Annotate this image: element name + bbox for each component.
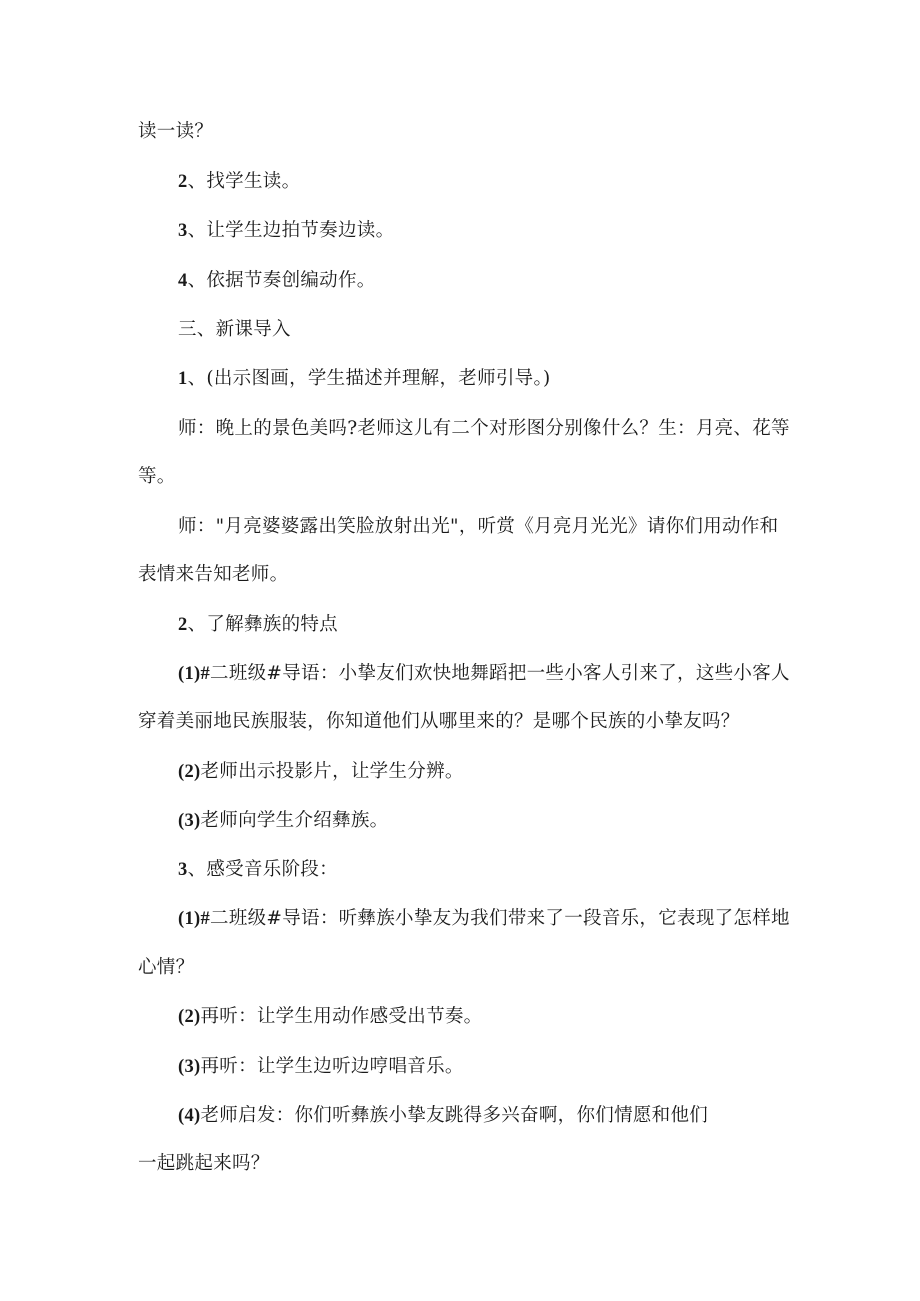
- text-line: [138, 711, 740, 733]
- line-text: 、(出示图画，学生描述并理解，老师引导。): [187, 368, 551, 389]
- section-heading: [178, 319, 291, 341]
- line-text: 表情来告知老师。: [138, 564, 289, 585]
- text-line: [178, 663, 790, 685]
- line-text: 二班级#导语：小挚友们欢快地舞蹈把一些小客人引来了，这些小客人: [210, 663, 790, 684]
- item-number: (3): [178, 811, 201, 831]
- text-line: [178, 1056, 464, 1078]
- text-line: [178, 859, 338, 881]
- line-text: 穿着美丽地民族服装，你知道他们从哪里来的？是哪个民族的小挚友吗？: [138, 711, 740, 732]
- item-number: 1: [178, 369, 188, 389]
- item-number: 3: [178, 221, 188, 241]
- text-line: [138, 1153, 270, 1175]
- text-line: [138, 466, 176, 488]
- line-text: 、感受音乐阶段：: [187, 859, 338, 880]
- text-line: [178, 368, 551, 390]
- item-number: (2): [178, 1007, 201, 1027]
- text-line: [138, 564, 288, 586]
- item-number: (4): [178, 1106, 201, 1126]
- line-text: 师：晚上的景色美吗?老师这儿有二个对形图分别像什么？生：月亮、花等: [178, 418, 790, 439]
- item-number: (1)#: [178, 909, 211, 929]
- line-text: 再听：让学生边听边哼唱音乐。: [200, 1056, 464, 1077]
- line-text: 三、新课导入: [178, 319, 291, 340]
- line-text: 读一读？: [138, 121, 214, 142]
- item-number: (3): [178, 1057, 201, 1077]
- text-line: [178, 614, 338, 636]
- line-text: 老师向学生介绍彝族。: [200, 810, 389, 831]
- text-line: [178, 908, 790, 930]
- item-number: (1)#: [178, 664, 211, 684]
- text-line: [138, 121, 213, 143]
- text-line: [178, 1006, 483, 1028]
- text-line: [178, 516, 778, 538]
- text-line: [178, 761, 464, 783]
- text-line: [178, 810, 389, 832]
- line-text: 老师启发：你们听彝族小挚友跳得多兴奋啊，你们情愿和他们: [200, 1105, 709, 1126]
- item-number: 4: [178, 271, 188, 291]
- text-line: [138, 957, 194, 979]
- line-text: 一起跳起来吗？: [138, 1153, 270, 1174]
- item-number: 2: [178, 615, 188, 635]
- text-line: [178, 1105, 708, 1127]
- item-number: (2): [178, 762, 201, 782]
- line-text: 、依据节奏创编动作。: [187, 270, 376, 291]
- line-text: 再听：让学生用动作感受出节奏。: [200, 1006, 483, 1027]
- line-text: 、了解彝族的特点: [187, 614, 338, 635]
- text-line: [178, 418, 790, 440]
- text-line: [178, 220, 394, 242]
- item-number: 3: [178, 860, 188, 880]
- line-text: 二班级#导语：听彝族小挚友为我们带来了一段音乐，它表现了怎样地: [210, 908, 790, 929]
- text-line: [178, 171, 300, 193]
- line-text: 老师出示投影片，让学生分辨。: [200, 761, 464, 782]
- text-line: [178, 270, 376, 292]
- line-text: 、找学生读。: [187, 171, 301, 192]
- line-text: 、让学生边拍节奏边读。: [187, 220, 395, 241]
- line-text: 等。: [138, 466, 176, 487]
- line-text: 心情？: [138, 957, 195, 978]
- line-text: 师："月亮婆婆露出笑脸放射出光"，听赏《月亮月光光》请你们用动作和: [178, 516, 779, 537]
- item-number: 2: [178, 172, 188, 192]
